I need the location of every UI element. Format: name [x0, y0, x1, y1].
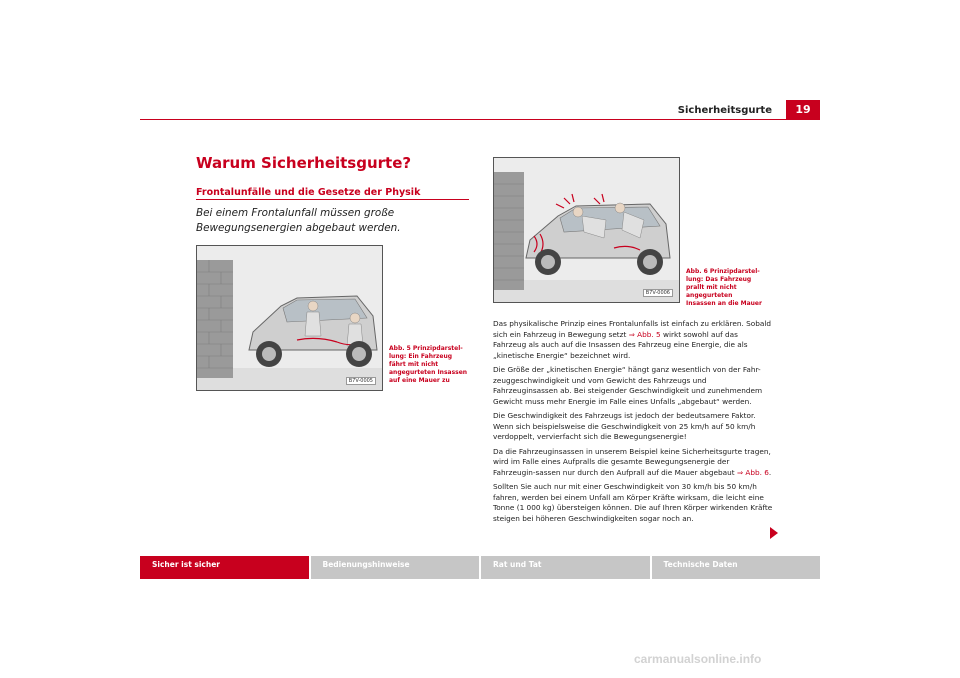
- car-impact-wall-illustration: [494, 158, 679, 302]
- section-title: Warum Sicherheitsgurte?: [196, 154, 412, 172]
- figure-5-illustration: [196, 245, 383, 391]
- body-paragraph-2: Die Größe der „kinetischen Energie“ hängt ganz wesentlich von der Fahr-zeuggeschwindigkeit und vom Gewicht des Fahrzeugs und Fahrzeuginsassen ab. Bei steigender Geschwindigkeit und zunehmendem Gewicht muss mehr Energie im Falle eines Unfalls „abgebaut“ werden.: [493, 365, 763, 406]
- intro-text: Bei einem Frontalunfall müssen große Bewegungsenergien abgebaut werden.: [196, 207, 401, 234]
- body-paragraph-3: Die Geschwindigkeit des Fahrzeugs ist jedoch der bedeutsamere Faktor. Wenn sich beispielsweise die Geschwindigkeit von 25 km/h auf 50 km/h verdoppelt, vervierfacht sich die Bewegungsenergie!: [493, 411, 756, 442]
- figure-5-reference-link[interactable]: ⇒ Abb. 5: [628, 329, 661, 339]
- footer-tab-bedienungshinweise[interactable]: Bedienungshinweise: [311, 556, 480, 579]
- figure-5-code: B7V-0005: [346, 377, 376, 385]
- figure-6-code: B7V-0006: [643, 289, 673, 297]
- watermark: carmanualsonline.info: [634, 652, 762, 666]
- section-subtitle: Frontalunfälle und die Gesetze der Physik: [196, 187, 421, 198]
- footer-tab-technische-daten[interactable]: Technische Daten: [652, 556, 821, 579]
- body-text: [493, 319, 773, 528]
- car-approaching-wall-illustration: [197, 246, 382, 390]
- body-paragraph-1: Das physikalische Prinzip eines Frontalunfalls ist einfach zu erklären. Sobald sich ein Fahrzeug in Bewegung setzt ⇒ Abb. 5 wirkt sowohl auf das Fahrzeug als auch auf die Insassen des Fahrzeug eine Energie, die als „kinetische Energie“ bezeichnet wird.: [493, 319, 771, 360]
- running-header: Sicherheitsgurte: [677, 105, 772, 116]
- next-page-arrow-icon[interactable]: [770, 527, 778, 539]
- body-paragraph-4: Da die Fahrzeuginsassen in unserem Beispiel keine Sicherheitsgurte tragen, wird im Falle eines Aufpralls die gesamte Bewegungsenergie der Fahrzeugin-sassen nur durch den Aufprall auf die Mauer abgebaut ⇒ Abb. 6.: [493, 446, 772, 477]
- body-paragraph-5: Sollten Sie auch nur mit einer Geschwindigkeit von 30 km/h bis 50 km/h fahren, werden bei einem Unfall am Körper Kräfte wirksam, die leicht eine Tonne (1 000 kg) übersteigen können. Die auf Ihren Körper wirkenden Kräfte steigen bei höheren Geschwindigkeiten sogar noch an.: [493, 482, 773, 523]
- footer-tab-rat-und-tat[interactable]: Rat und Tat: [481, 556, 650, 579]
- figure-6-illustration: [493, 157, 680, 303]
- figure-6-caption: Abb. 6 Prinzipdarstel-lung: Das Fahrzeug prallt mit nicht angegurteten Insassen an die Mauer: [686, 268, 762, 307]
- subtitle-rule: [196, 199, 469, 200]
- footer-tab-sicher-ist-sicher[interactable]: Sicher ist sicher: [140, 556, 309, 579]
- figure-5-caption: Abb. 5 Prinzipdarstel-lung: Ein Fahrzeug fährt mit nicht angegurteten Insassen auf eine Mauer zu: [389, 345, 468, 384]
- header-rule: [140, 119, 820, 120]
- footer-navigation: [140, 556, 820, 579]
- figure-6-reference-link[interactable]: ⇒ Abb. 6: [736, 467, 769, 477]
- page-number: 19: [786, 100, 820, 120]
